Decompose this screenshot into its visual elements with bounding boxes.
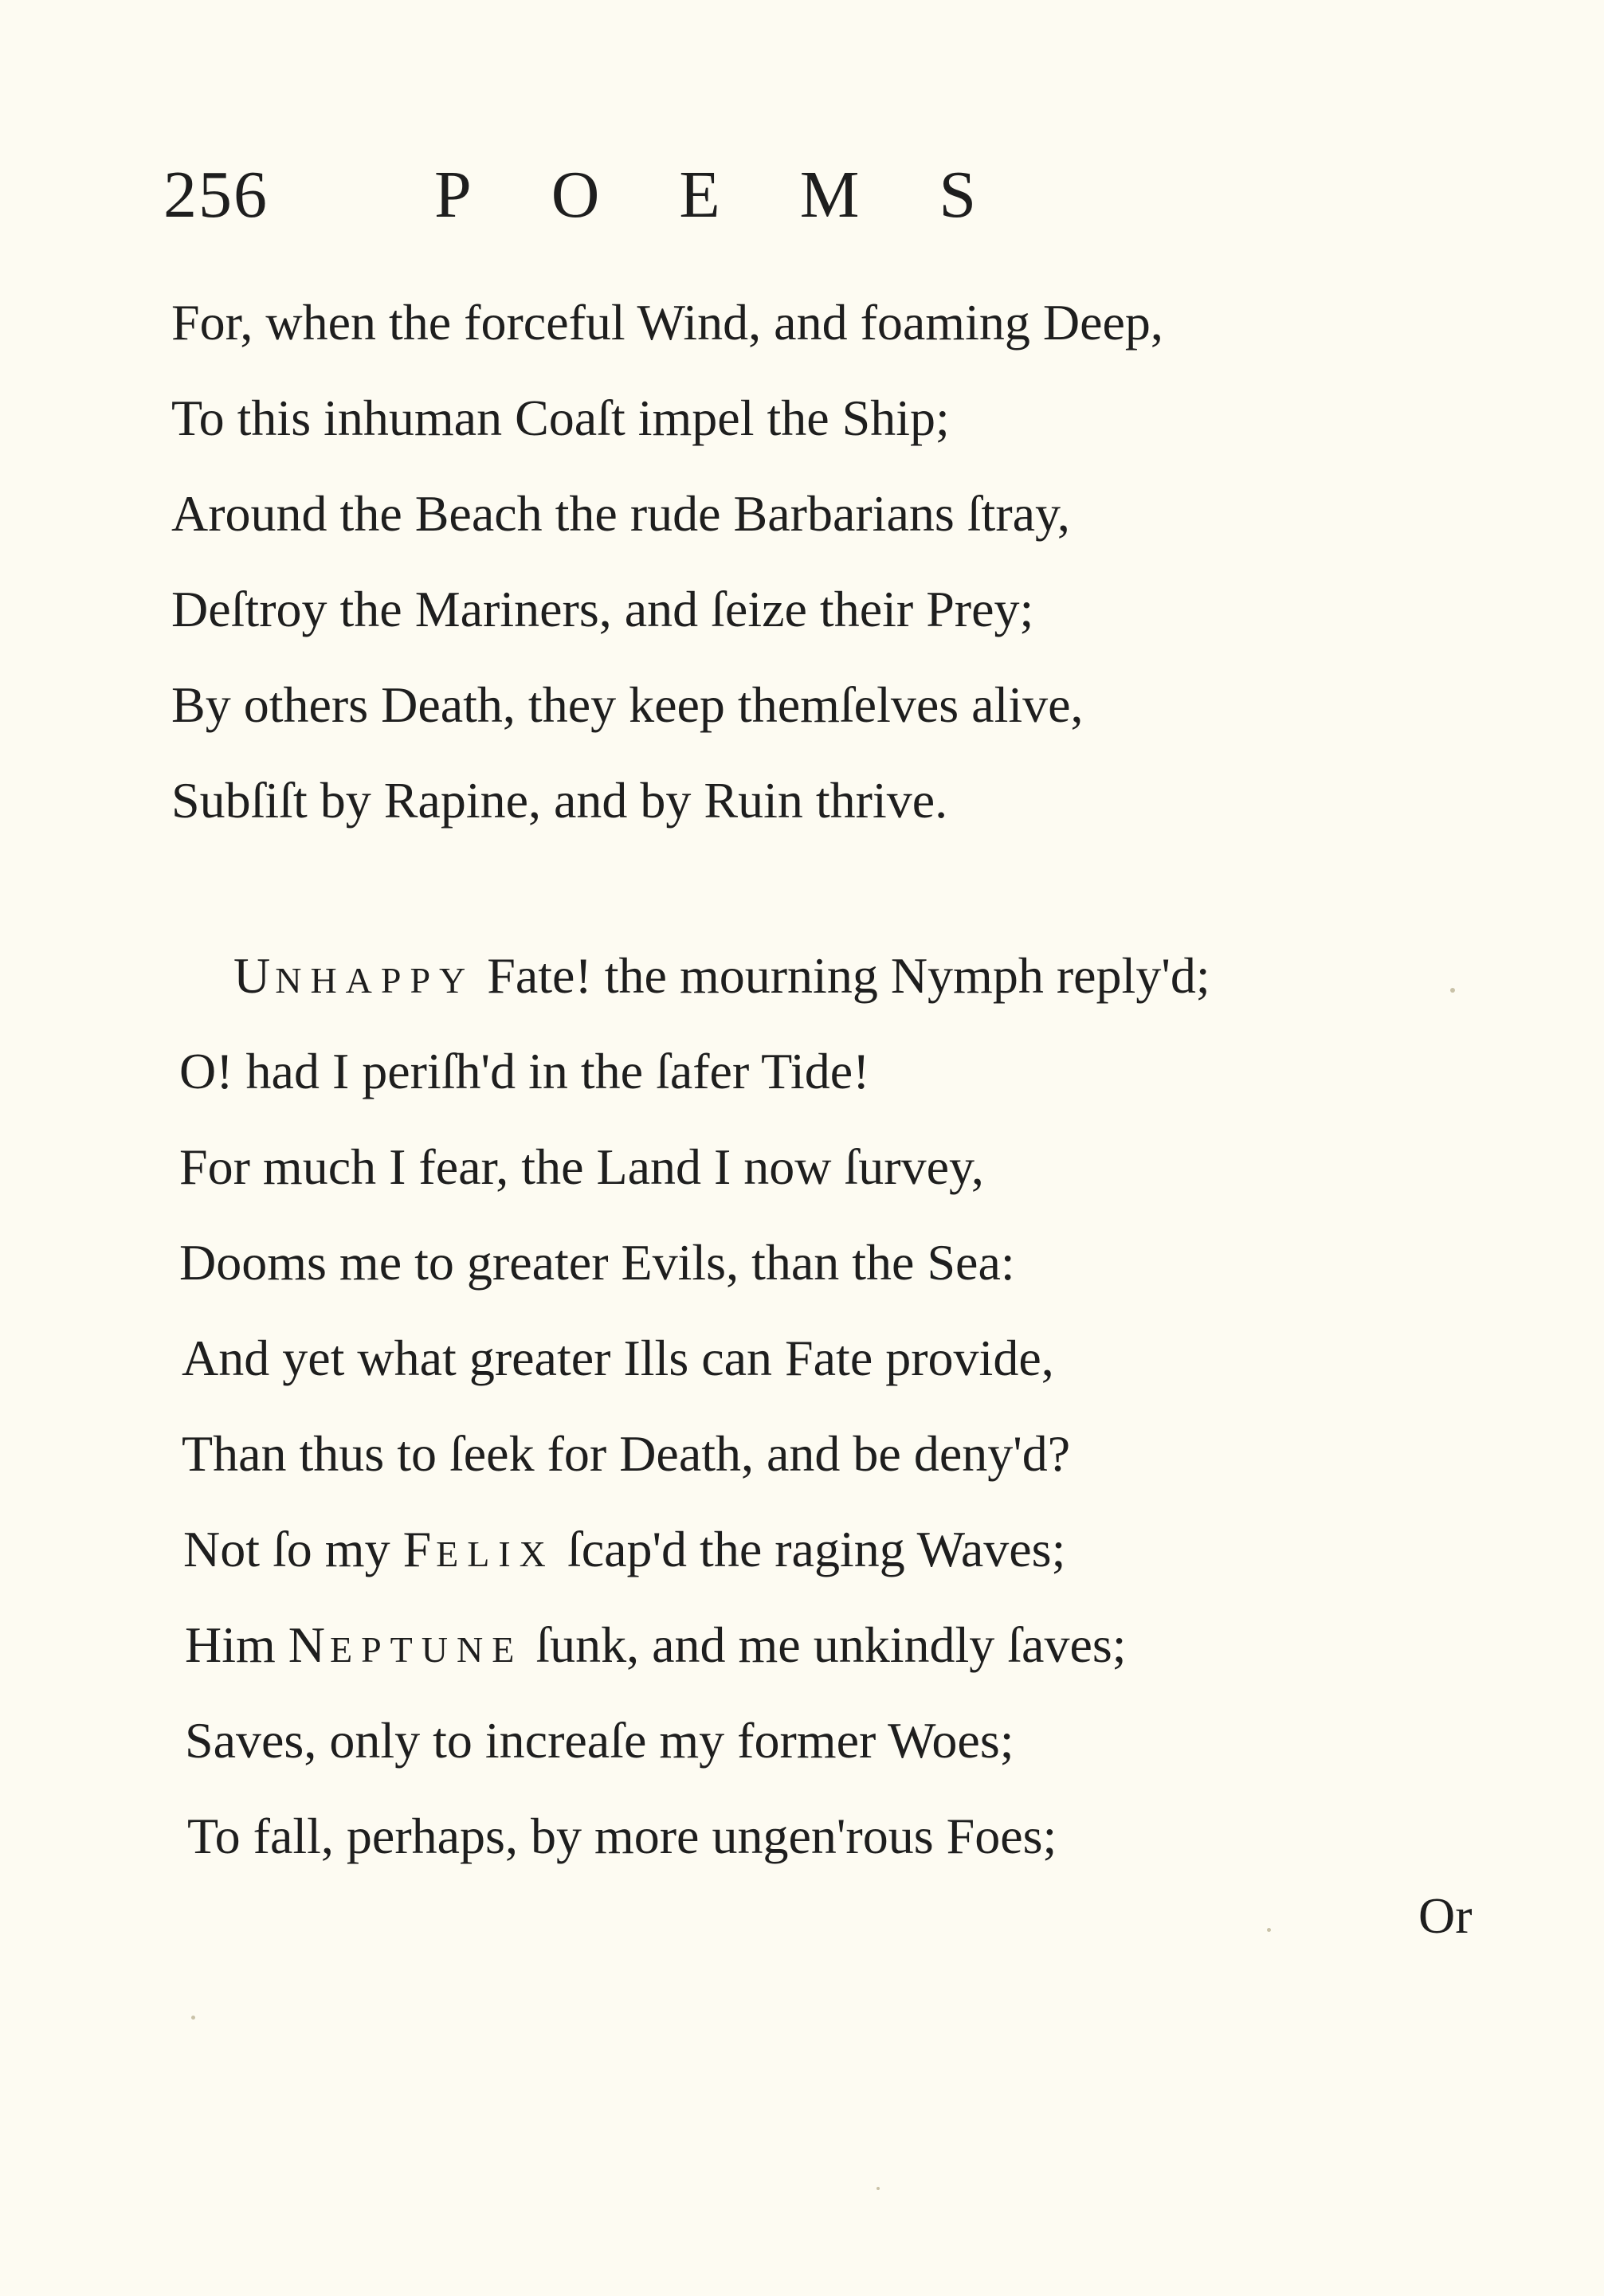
verse-line: Saves, only to increaſe my former Woes; bbox=[185, 1712, 1014, 1769]
verse-line-opening bbox=[233, 944, 1210, 1008]
page-header bbox=[163, 155, 1438, 243]
verse-line: Around the Beach the rude Barbarians ſtray, bbox=[171, 485, 1070, 542]
verse-text: ſcap'd the raging Waves; bbox=[554, 1521, 1066, 1577]
small-caps-word: NHAPPY bbox=[275, 960, 475, 1001]
paper-speck bbox=[1267, 1928, 1271, 1932]
proper-name-initial: N bbox=[288, 1616, 330, 1673]
verse-line: For much I fear, the Land I now ſurvey, bbox=[179, 1138, 984, 1195]
paper-speck bbox=[877, 2187, 880, 2190]
verse-line: For, when the forceful Wind, and foaming Deep, bbox=[171, 294, 1163, 351]
verse-line: Dooms me to greater Evils, than the Sea: bbox=[179, 1234, 1015, 1291]
verse-line bbox=[183, 1518, 1065, 1581]
paper-speck bbox=[191, 2016, 195, 2020]
verse-line: Subſiſt by Rapine, and by Ruin thrive. bbox=[171, 772, 948, 829]
paper-speck bbox=[1450, 988, 1455, 993]
verse-line: Deſtroy the Mariners, and ſeize their Prey; bbox=[171, 581, 1034, 637]
catchword: Or bbox=[1418, 1887, 1473, 1944]
verse-text: ſunk, and me unkindly ſaves; bbox=[523, 1616, 1127, 1673]
proper-name-small-caps: ELIX bbox=[436, 1534, 555, 1574]
verse-line bbox=[185, 1613, 1127, 1677]
verse-text: Not ſo my bbox=[183, 1521, 403, 1577]
verse-line: By others Death, they keep themſelves alive, bbox=[171, 676, 1084, 733]
verse-line: Than thus to ſeek for Death, and be deny'd? bbox=[182, 1425, 1071, 1482]
verse-line: To this inhuman Coaſt impel the Ship; bbox=[171, 390, 950, 446]
verse-line: To fall, perhaps, by more ungen'rous Foes; bbox=[187, 1808, 1057, 1864]
page-number: 256 bbox=[163, 158, 269, 232]
verse-line: And yet what greater Ills can Fate provide, bbox=[182, 1330, 1054, 1386]
drop-initial: U bbox=[233, 947, 276, 1004]
proper-name-small-caps: EPTUNE bbox=[330, 1629, 524, 1670]
verse-text: Fate! the mourning Nymph reply'd; bbox=[474, 947, 1210, 1004]
verse-line: O! had I periſh'd in the ſafer Tide! bbox=[179, 1043, 870, 1099]
proper-name-initial: F bbox=[402, 1521, 437, 1577]
running-title: POEMS bbox=[434, 158, 1057, 232]
verse-text: Him bbox=[185, 1616, 288, 1673]
